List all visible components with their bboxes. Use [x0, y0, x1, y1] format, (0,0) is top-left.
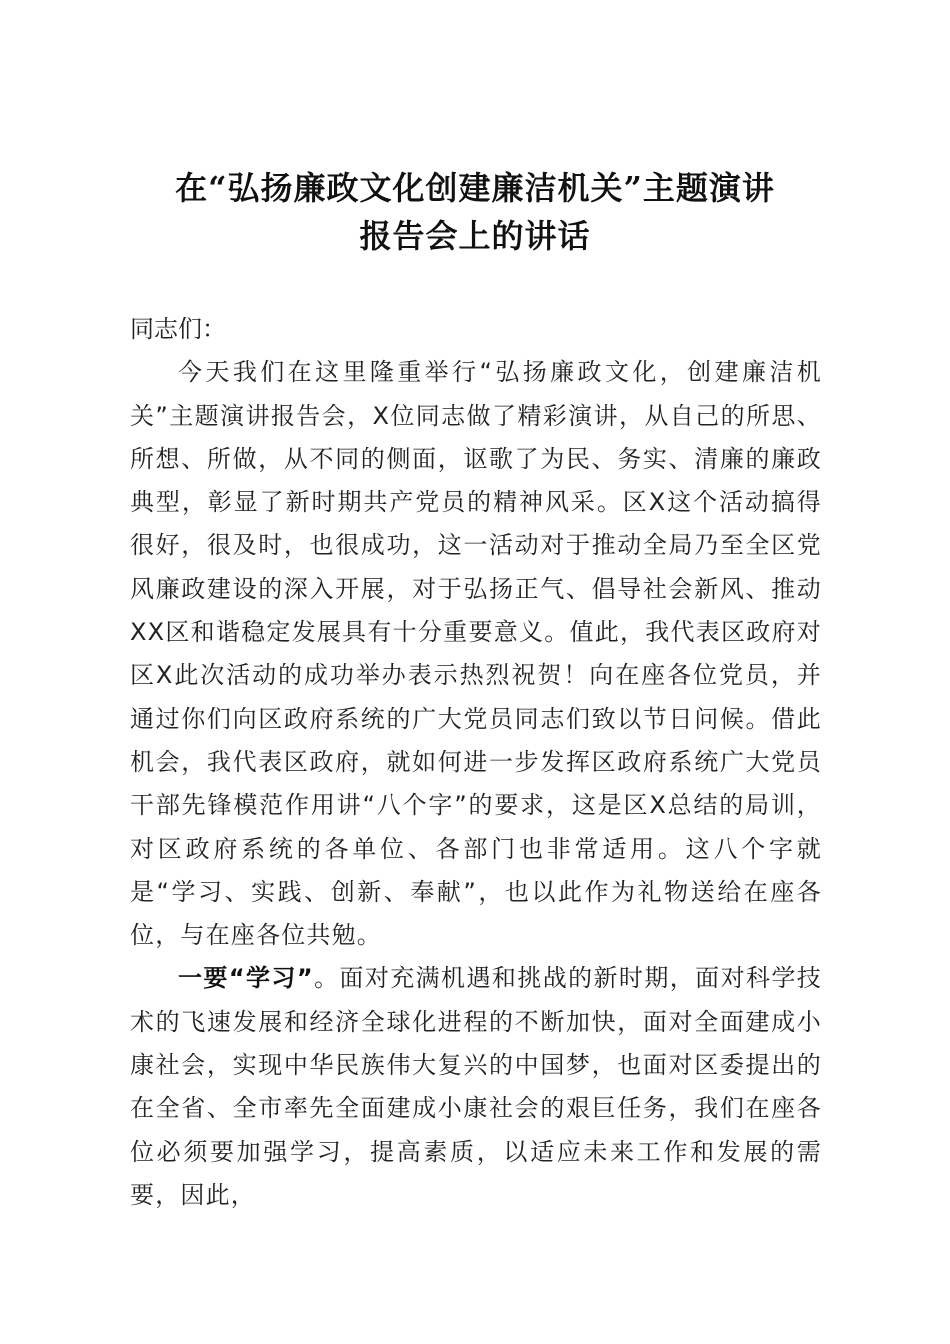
- paragraph-1: 今天我们在这里隆重举行“弘扬廉政文化，创建廉洁机关”主题演讲报告会，X位同志做了精彩演讲，从自己的所思、所想、所做，从不同的侧面，讴歌了为民、务实、清廉的廉政典型，彰显了新时期共产党员的精神风采。区X这个活动搞得很好，很及时，也很成功，这一活动对于推动全局乃至全区党风廉政建设的深入开展，对于弘扬正气、倡导社会新风、推动XX区和谐稳定发展具有十分重要意义。值此，我代表区政府对区X此次活动的成功举办表示热烈祝贺！向在座各位党员，并通过你们向区政府系统的广大党员同志们致以节日问候。借此机会，我代表区政府，就如何进一步发挥区政府系统广大党员干部先锋模范作用讲“八个字”的要求，这是区X总结的局训，对区政府系统的各单位、各部门也非常适用。这八个字就是“学习、实践、创新、奉献”，也以此作为礼物送给在座各位，与在座各位共勉。: [130, 358, 822, 950]
- title-line-1: 在“弘扬廉政文化创建廉洁机关”主题演讲: [175, 169, 775, 207]
- paragraph-2-text: 。面对充满机遇和挑战的新时期，面对科学技术的飞速发展和经济全球化进程的不断加快，面对全面建成小康社会，实现中华民族伟大复兴的中国梦，也面对区委提出的在全省、全市率先全面建成小康社会的艰巨任务，我们在座各位必须要加强学习，提高素质，以适应未来工作和发展的需要，因此，: [130, 964, 822, 1209]
- paragraph-2-lead: 一要“学习”: [178, 964, 314, 993]
- paragraph-2: [130, 957, 822, 1217]
- document-title: [100, 164, 850, 260]
- salutation: 同志们：: [130, 315, 226, 343]
- document-body: [130, 308, 822, 1217]
- title-line-2: 报告会上的讲话: [359, 217, 591, 255]
